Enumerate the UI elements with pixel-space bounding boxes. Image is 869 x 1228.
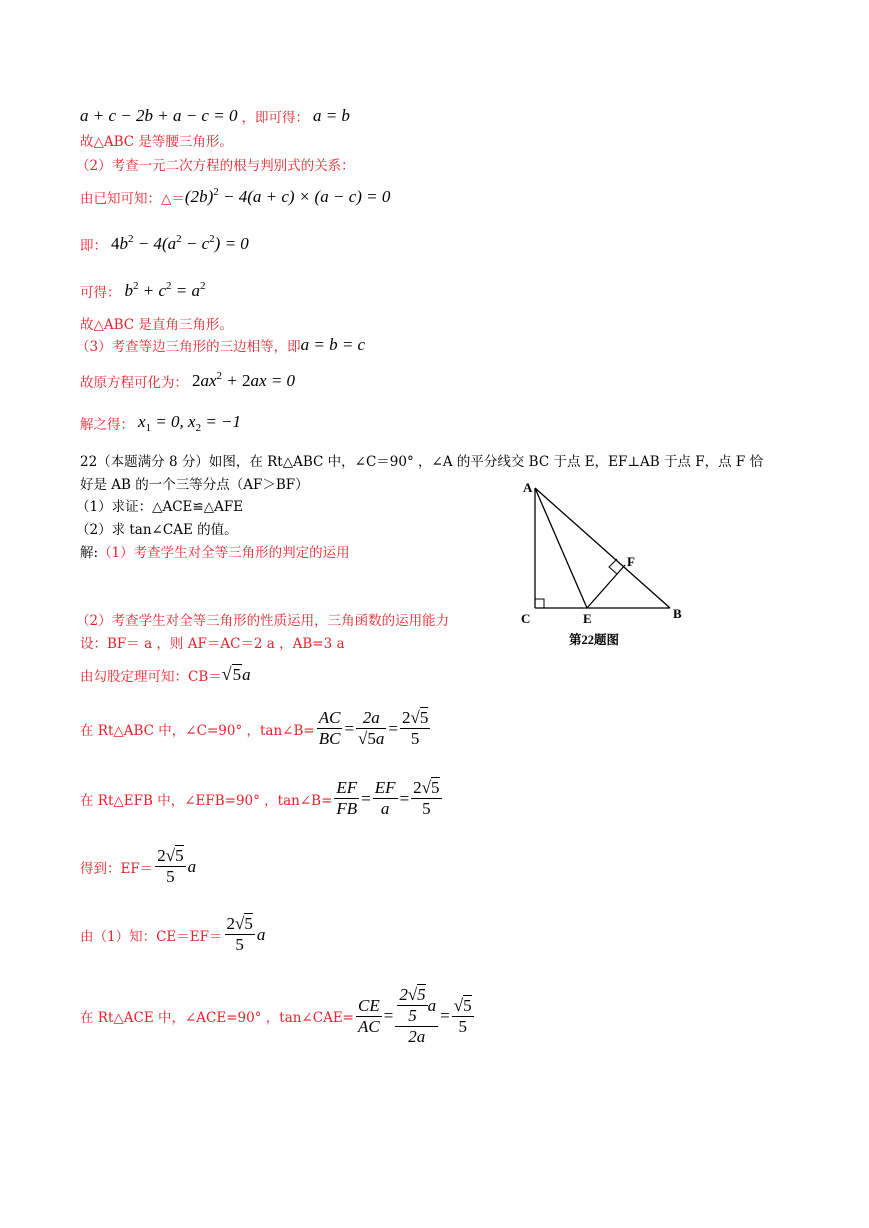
ef-text: 得到：EF＝ xyxy=(80,860,154,877)
solution-line-tanb-abc: 在 Rt△ABC 中，∠C=90° ，tan∠B= $\frac{AC}{BC}$ = $\frac{2a}{√5a}$ = $\frac{2√5}{5}$ xyxy=(80,708,429,748)
fraction-ef-fb: $\frac{EF}{FB}$ xyxy=(336,778,358,818)
discriminant-equation: $(2b)^2 - 4(a + c) \times (a - c) = 0$ xyxy=(184,186,391,206)
line-5 xyxy=(80,233,249,254)
fraction-ef-value: $\frac{2√5}{5}$ xyxy=(157,846,184,886)
fraction-sqrt5-5: $\frac{√5}{5}$ xyxy=(453,995,472,1036)
line-8 xyxy=(76,335,365,355)
solution-line-ef: 得到：EF＝ $\frac{2√5}{5}$ a xyxy=(80,846,197,886)
line-1 xyxy=(80,106,350,126)
line-4-text: 由已知可知：△＝ xyxy=(80,190,185,207)
problem-line-1: 22（本题满分 8 分）如图，在 Rt△ABC 中，∠C＝90° ，∠A 的平分线交 BC 于点 E，EF⊥AB 于点 F，点 F 恰 xyxy=(80,454,764,470)
equation-5: $4b^2 - 4(a^2 - c^2) = 0$ xyxy=(111,233,249,253)
equation-6: $b^2 + c^2 = a^2$ xyxy=(124,280,206,300)
line-10-text: 解之得： xyxy=(80,417,134,433)
label-b: B xyxy=(673,606,682,621)
triangle-figure xyxy=(515,478,690,653)
line-10 xyxy=(80,412,241,434)
tancae-text: 在 Rt△ACE 中，∠ACE=90° ，tan∠CAE= xyxy=(80,1010,354,1026)
fraction-ce-value: $\frac{2√5}{5}$ xyxy=(226,914,253,954)
equation-1-result: a = b xyxy=(312,106,350,125)
solution-1-text: （1）考查学生对全等三角形的判定的运用 xyxy=(98,545,350,561)
solution-line-cb xyxy=(80,664,251,685)
equation-9: $2ax^2 + 2ax = 0$ xyxy=(192,370,296,390)
line-4 xyxy=(80,186,390,207)
line-7: 故△ABC 是直角三角形。 xyxy=(80,317,233,333)
question-1: （1）求证：△ACE≌△AFE xyxy=(76,499,244,515)
figure-caption: 第22题图 xyxy=(569,633,620,647)
fraction-2a-sqrt5a: $\frac{2a}{√5a}$ xyxy=(358,708,385,748)
fraction-2sqrt5-5: $\frac{2√5}{5}$ xyxy=(401,708,429,748)
ce-text: 由（1）知：CE＝EF＝ xyxy=(80,928,223,945)
tanb-efb-text: 在 Rt△EFB 中，∠EFB=90° ，tan∠B= xyxy=(80,792,333,809)
complex-fraction: $\frac{2√5}{5}$ a 2a xyxy=(395,985,438,1047)
equation-1: a + c − 2b + a − c = 0 xyxy=(80,106,238,125)
fraction-ac-bc: $\frac{AC}{BC}$ xyxy=(318,708,341,748)
line-6-text: 可得： xyxy=(80,284,121,301)
equation-10: $x_1 = 0$, $x_2 = -1$ xyxy=(138,412,242,434)
fraction-2sqrt5-5-b: $\frac{2√5}{5}$ xyxy=(413,778,440,818)
question-2: （2）求 tan∠CAE 的值。 xyxy=(76,522,238,538)
equation-8: a = b = c xyxy=(300,335,366,354)
solution-prefix: 解: xyxy=(80,545,99,561)
solution-line-tanb-efb: 在 Rt△EFB 中，∠EFB=90° ，tan∠B= $\frac{EF}{FB}$ = $\frac{EF}{a}$ = $\frac{2√5}{5}$ xyxy=(80,778,440,818)
solution-1 xyxy=(80,541,350,561)
solution-line-tancae: 在 Rt△ACE 中，∠ACE=90° ，tan∠CAE= $\frac{CE}{AC}$ = $\frac{2√5}{5}$ a 2a = $\frac{√5}{5}$ xyxy=(80,985,472,1046)
set-line: 设：BF＝ a ，则 AF＝AC＝2 a ，AB=3 a xyxy=(80,636,345,652)
label-c: C xyxy=(521,611,531,626)
label-e: E xyxy=(583,611,592,626)
line-2: 故△ABC 是等腰三角形。 xyxy=(80,134,233,150)
right-angle-c xyxy=(535,599,544,608)
right-angle-f xyxy=(609,559,617,574)
tanb-abc-text: 在 Rt△ABC 中，∠C=90° ，tan∠B= xyxy=(80,722,315,739)
line-9 xyxy=(80,370,295,391)
line-6 xyxy=(80,280,206,301)
line-5-text: 即： xyxy=(80,237,107,254)
solution-2: （2）考查学生对全等三角形的性质运用，三角函数的运用能力 xyxy=(76,613,450,629)
cb-text: 由勾股定理可知：CB＝ xyxy=(80,668,222,685)
line-3: （2）考查一元二次方程的根与判别式的关系： xyxy=(76,158,355,174)
segment-ef xyxy=(587,565,625,608)
fraction-ce-ac: $\frac{CE}{AC}$ xyxy=(358,995,380,1036)
line-9-text: 故原方程可化为： xyxy=(80,374,188,391)
label-a: A xyxy=(523,480,533,495)
solution-line-ce: 由（1）知：CE＝EF＝ $\frac{2√5}{5}$ a xyxy=(80,914,266,954)
problem-line-2: 好是 AB 的一个三等分点（AF＞BF） xyxy=(80,477,309,493)
fraction-ef-a: $\frac{EF}{a}$ xyxy=(374,778,396,818)
line-1-text: ，即可得： xyxy=(241,110,309,126)
segment-ae xyxy=(535,488,587,608)
line-8-text: （3）考查等边三角形的三边相等，即 xyxy=(76,339,301,355)
sqrt5-expression: √5a xyxy=(221,664,251,684)
label-f: F xyxy=(627,554,635,569)
